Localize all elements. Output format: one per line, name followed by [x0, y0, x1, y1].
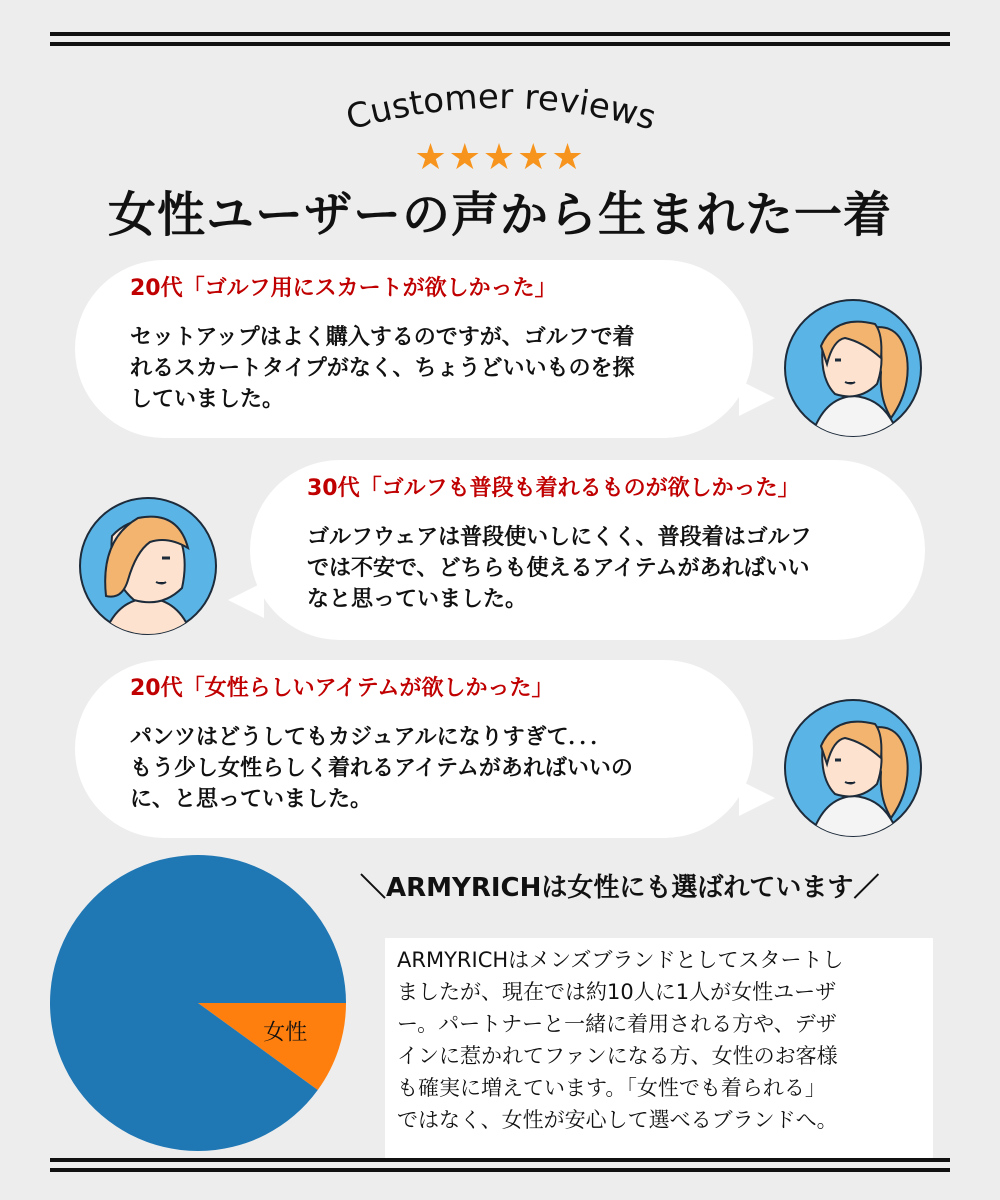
top-rule-1: [50, 32, 950, 36]
pie-slice: [50, 855, 346, 1151]
subtitle: Customer reviews: [341, 76, 661, 139]
gender-pie-chart: [50, 855, 346, 1151]
review-heading: 20代「ゴルフ用にスカートが欲しかった」: [130, 276, 557, 301]
pie-slice-label: 女性: [263, 1020, 308, 1046]
review-bubble-3: [75, 660, 753, 838]
woman-ponytail-avatar-icon: [783, 698, 923, 838]
review-body: パンツはどうしてもカジュアルになりすぎて．．． もう少し女性らしく着れるアイテムがあればいいの に、と思っていました。: [130, 725, 633, 812]
page-title: 女性ユーザーの声から生まれた一着: [107, 187, 892, 243]
women-section-description: ARMYRICHはメンズブランドとしてスタートし ましたが、現在では約10人に1人が女性ユーザ ー。パートナーと一緒に着用される方や、デザ インに惹かれてファンになる方、女性のお客様 も確実に増えています。「女性でも着られる」 ではなく、女性が安心して選べるブランドへ。: [385, 938, 933, 1162]
review-body: ゴルフウェアは普段使いしにくく、普段着はゴルフ では不安で、どちらも使えるアイテムがあればいい なと思っていました。: [307, 525, 812, 612]
top-rule-2: [50, 42, 950, 46]
rating-stars: ★★★★★: [414, 137, 586, 178]
review-bubble-1: [75, 260, 753, 438]
woman-bob-avatar-icon: [78, 496, 218, 636]
review-heading: 20代「女性らしいアイテムが欲しかった」: [130, 676, 554, 701]
review-body: セットアップはよく購入するのですが、ゴルフで着 れるスカートタイプがなく、ちょうどいいものを探 していました。: [130, 325, 635, 412]
bottom-rule-1: [50, 1158, 950, 1162]
woman-ponytail-avatar-icon: [783, 298, 923, 438]
review-heading: 30代「ゴルフも普段も着れるものが欲しかった」: [307, 476, 800, 501]
women-section-title: ＼ARMYRICHは女性にも選ばれています／: [360, 873, 880, 903]
svg-text:Customer reviews: [342, 77, 660, 139]
review-bubble-2: [250, 460, 925, 640]
bottom-rule-2: [50, 1168, 950, 1172]
